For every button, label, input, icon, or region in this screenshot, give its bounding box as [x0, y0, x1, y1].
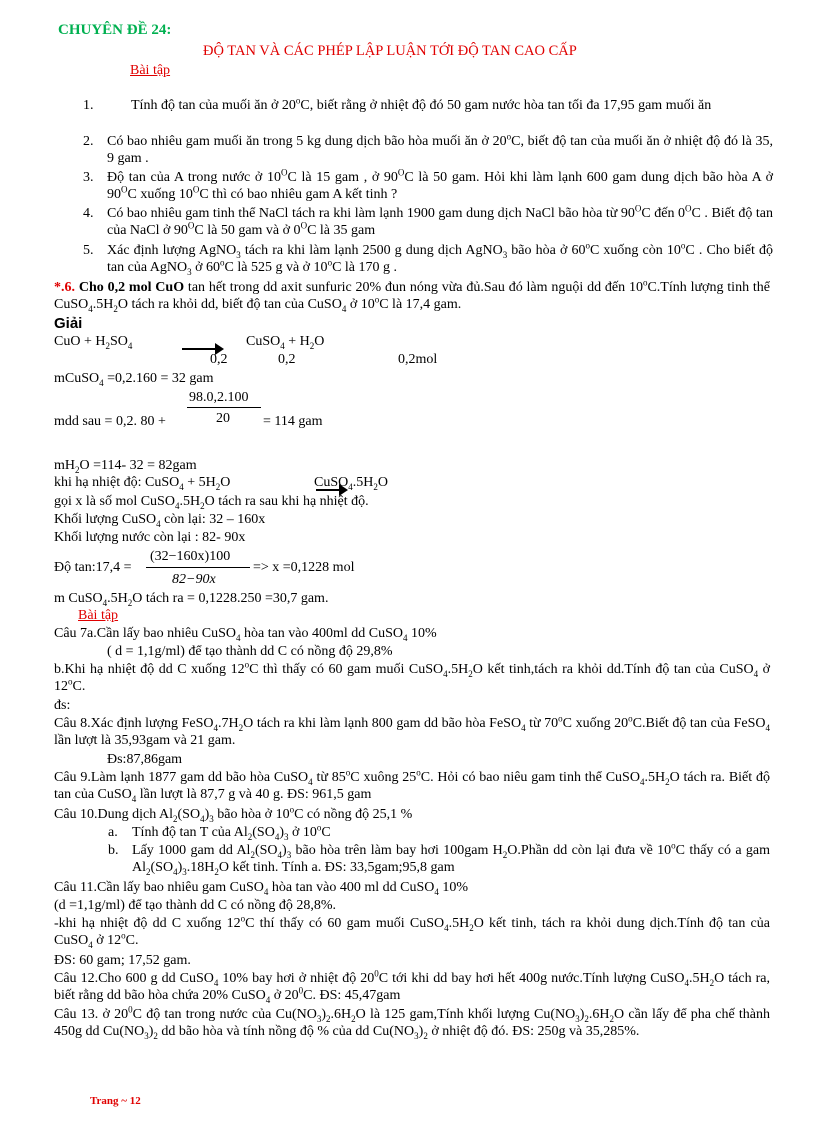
equation-left: CuO + $H_2SO_4$: [54, 334, 133, 351]
exercise-10: Câu 10.Dung dịch $Al_2(SO_4)_3$ bão hòa ở 10$^o$C có nồng độ 25,1 %: [54, 804, 413, 824]
list-number: 3.: [83, 170, 94, 185]
eq-value: 0,2mol: [398, 352, 438, 367]
dotan-denominator: 82−90x: [172, 572, 216, 587]
mdd-denominator: 20: [216, 411, 230, 426]
fraction-bar: [146, 567, 250, 568]
eq-value: 0,2: [278, 352, 296, 367]
list-text: Có bao nhiêu gam muối ăn trong 5 kg dung dịch bão hòa muối ăn ở 20$^o$C, biết độ tan của muối ăn ở nhiệt độ đó là 35, 9 gam .: [107, 131, 773, 166]
list-number: 2.: [83, 134, 94, 149]
exercise-11b: -khi hạ nhiệt độ dd C xuống 12$^o$C thí thấy có 60 gam muối $CuSO_4.5H_2O$ kết tinh, tách ra khỏi dung dịch.Tính độ tan của CuSO$_4$ ở 12$^o$C.: [54, 913, 770, 950]
mdd-suffix: = 114 gam: [263, 414, 323, 429]
list-text: Xác định lượng AgNO$_3$ tách ra khi làm lạnh 2500 g dung dịch AgNO$_3$ bão hòa ở 60$^o$C xuống còn 10$^o$C . Cho biết độ tan của AgNO$_3$ ở 60$^o$C là 525 g và ở 10$^o$C là 170 g .: [107, 240, 773, 277]
mh2o-line: $mH_2O =114-$ 32 = 82gam: [54, 458, 197, 475]
bai-tap-heading-2: Bài tập: [78, 608, 119, 623]
exercise-13: Câu 13. ở $20^0C$ độ tan trong nước của $Cu(NO_3)_2.6H_2O$ là 125 gam,Tính khối lượng $Cu(NO_3)_2.6H_2O$ cần lấy để pha chế thành 450g dd $Cu(NO_3)_2$ dd bão hòa và tính nồng độ % của dd $Cu(NO_3)_2$ ở nhiệt độ đó. ĐS: 250g và 35,285%.: [54, 1004, 770, 1041]
list-text: Độ tan của A trong nước ở $10^OC$ là 15 gam , ở $90^OC$ là 50 gam. Hỏi khi làm lạnh 600 gam dung dịch bão hòa A ở $90^OC$ xuống $10^OC$ thì có bao nhiêu gam A kết tinh ?: [107, 167, 773, 202]
fraction-bar: [187, 407, 261, 408]
cooling-equation-left: khi hạ nhiệt độ: CuSO$_4$ + $5H_2O$: [54, 475, 231, 492]
dotan-numerator: (32−160x)100: [150, 549, 231, 564]
list-item: [83, 242, 773, 276]
exercise-7b: b.Khi hạ nhiệt độ dd C xuống 12$^o$C thì thấy có 60 gam muối $CuSO_4.5H_2O$ kết tinh,tách ra khỏi dd.Tính độ tan của CuSO$_4$ ở 12$^o$C.: [54, 659, 770, 694]
exercise-7-answer: đs:: [54, 698, 71, 713]
equation-right: CuSO$_4$ + $H_2O$: [246, 334, 325, 351]
kl-nuoc-line: Khối lượng nước còn lại : 82- 90x: [54, 530, 246, 545]
exercise-11-cont: (d =1,1g/ml) để tạo thành dd C có nồng độ 28,8%.: [54, 898, 337, 913]
dotan-result: => x =0,1228 mol: [253, 560, 355, 575]
exercise-12: Câu 12.Cho 600 g dd CuSO$_4$ 10% bay hơi ở nhiệt độ $20^0C$ tới khi dd bay hơi hết 400g nước.Tính lượng $CuSO_4.5H_2O$ tách ra, biết rằng dd bão hòa chứa 20% CuSO$_4$ ở $20^0C$. ĐS: 45,47gam: [54, 968, 771, 1005]
mdd-numerator: 98.0,2.100: [189, 390, 249, 405]
exercise-10a: Tính độ tan T của $Al_2(SO_4)_3$ ở 10$^o$C: [132, 822, 331, 842]
exercise-10a-number: a.: [108, 825, 118, 840]
giai-heading: Giải: [54, 315, 83, 332]
exercise-10b-number: b.: [108, 843, 119, 858]
exercise-11: Câu 11.Cần lấy bao nhiêu gam CuSO$_4$ hòa tan vào 400 ml dd CuSO$_4$ 10%: [54, 880, 469, 897]
list-item: [83, 169, 773, 203]
list-item: [83, 205, 773, 239]
exercise-10b: Lấy 1000 gam dd $Al_2(SO_4)_3$ bão hòa trên làm bay hơi 100gam $H_2O.Phần$ dd còn lại đưa về 10$^o$C thấy có a gam $Al_2(SO_4)_3.18H_2O$ kết tinh. Tính a. ĐS: 33,5gam;95,8 gam: [132, 840, 770, 877]
list-number: 5.: [83, 243, 94, 258]
reaction-arrow: [182, 348, 218, 350]
exercise-8-answer: Đs:87,86gam: [107, 752, 183, 767]
exercise-8: Câu 8.Xác định lượng $FeSO_4.7H_2O$ tách ra khi làm lạnh 800 gam dd bão hòa FeSO$_4$ từ 70$^o$C xuống 20$^o$C.Biết độ tan của FeSO$_4$ lần lượt là 35,93gam và 21 gam.: [54, 713, 770, 748]
mdd-prefix: mdd sau = 0,2. 80 +: [54, 414, 166, 429]
q6-bold: Cho 0,2 mol CuO: [78, 280, 185, 295]
list-text: Tính độ tan của muối ăn ở 20$^o$C, biết rằng ở nhiệt độ đó 50 gam nước hòa tan tối đa 17,95 gam muối ăn: [131, 95, 712, 113]
eq-value: 0,2: [210, 352, 228, 367]
list-item: [83, 97, 773, 114]
chuyen-de-label: CHUYÊN ĐỀ 24:: [58, 22, 172, 38]
question-6: *.6. Cho 0,2 mol CuO tan hết trong dd axit sunfuric 20% đun nóng vừa đủ.Sau đó làm nguội dd đến 10$^o$C.Tính lượng tinh thể $CuSO_4.5H_2O$ tách ra khỏi dd, biết độ tan của CuSO$_4$ ở 10$^o$C là 17,4 gam.: [54, 277, 771, 314]
cooling-equation-right: $CuSO_4.5H_2O$: [314, 475, 388, 492]
page-footer: Trang ~ 12: [90, 1095, 141, 1107]
exercise-9: Câu 9.Làm lạnh 1877 gam dd bão hòa CuSO$_4$ từ 85$^o$C xuông 25$^o$C. Hỏi có bao niêu gam tinh thể $CuSO_4.5H_2O$ tách ra. Biết độ tan của CuSO$_4$ lần lượt là 87,7 g và 40 g. ĐS: 961,5 gam: [54, 767, 770, 804]
exercise-7a: Câu 7a.Cần lấy bao nhiêu CuSO$_4$ hòa tan vào 400ml dd CuSO$_4$ 10%: [54, 626, 437, 643]
list-item: [83, 133, 773, 167]
list-text: Có bao nhiêu gam tinh thể NaCl tách ra khi làm lạnh 1900 gam dung dịch NaCl bão hòa từ $90^OC$ đến $0^OC$ . Biết độ tan của NaCl ở $90^OC$ là 50 gam và ở $0^OC$ là 35 gam: [107, 203, 773, 238]
kl-cuso4-line: Khối lượng CuSO$_4$ còn lại: 32 – 160x: [54, 512, 266, 529]
mass-result-line: m $CuSO_4.5H_2O$ tách ra = 0,1228.250 =30,7 gam.: [54, 591, 329, 608]
bai-tap-heading: Bài tập: [130, 63, 171, 78]
list-number: 1.: [83, 98, 94, 113]
dotan-prefix: Độ tan:17,4 =: [54, 560, 132, 575]
page-title: ĐỘ TAN VÀ CÁC PHÉP LẬP LUẬN TỚI ĐỘ TAN CAO CẤP: [203, 43, 577, 59]
q6-label: *.6.: [54, 280, 75, 295]
list-number: 4.: [83, 206, 94, 221]
goi-x-line: gọi x là số mol $CuSO_4.5H_2O$ tách ra sau khi hạ nhiệt độ.: [54, 494, 369, 511]
exercise-11-answer: ĐS: 60 gam; 17,52 gam.: [54, 953, 191, 968]
mcuso4-line: mCuSO$_4$ =0,2.160 = 32 gam: [54, 371, 214, 388]
exercise-7a-cont: ( d = 1,1g/ml) để tạo thành dd C có nồng độ 29,8%: [107, 644, 393, 659]
